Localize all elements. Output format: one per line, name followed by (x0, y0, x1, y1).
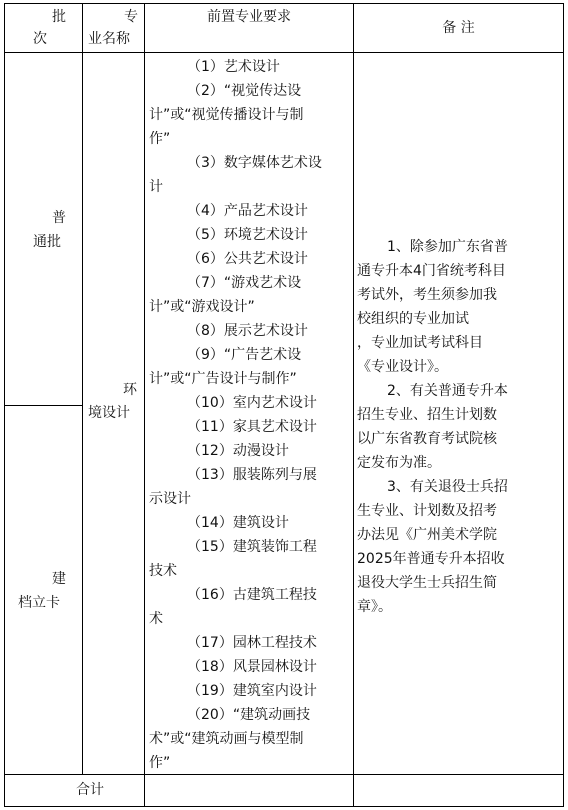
remark-line: 以广东省教育考试院核 (357, 431, 497, 447)
prereq-line: 示设计 (149, 491, 191, 507)
remark-line: 通专升本4门省统考科目 (357, 263, 506, 279)
remark-line: ，专业加试考试科目 (357, 335, 483, 351)
prereq-line: （7）“游戏艺术设 (187, 275, 302, 291)
remark-line: 校组织的专业加试 (357, 311, 469, 327)
col-divider-1 (82, 3, 83, 774)
prereq-line: （16）古建筑工程技 (187, 587, 317, 603)
prereq-line: （4）产品艺术设计 (187, 203, 308, 219)
remark-line: 《专业设计》。 (357, 359, 448, 375)
major-name-2: 境设计 (88, 405, 130, 421)
header-major-1: 专 (124, 9, 138, 25)
remark-line: 退役大学生士兵招生简 (357, 575, 497, 591)
remark-line: 2、有关普通专升本 (387, 383, 508, 399)
batch-divider (4, 405, 83, 406)
remark-line: 招生专业、招生计划数 (357, 407, 497, 423)
remark-line: 章》。 (357, 599, 392, 615)
prereq-list (149, 55, 349, 775)
total-label: 合计 (76, 782, 104, 798)
batch-regular-2: 通批 (33, 234, 61, 250)
prereq-line: （1）艺术设计 (187, 59, 280, 75)
prereq-line: （6）公共艺术设计 (187, 251, 308, 267)
prereq-line: 计”或“广告设计与制作” (149, 371, 297, 387)
col-divider-2 (144, 3, 145, 807)
prereq-line: （2）“视觉传达设 (187, 83, 302, 99)
remark-line: 办法见《广州美术学院 (357, 527, 497, 543)
prereq-line: （9）“广告艺术设 (187, 347, 302, 363)
header-major-2: 业名称 (88, 31, 130, 47)
prereq-line: 计 (149, 179, 163, 195)
remark-line: 3、有关退役士兵招 (387, 479, 508, 495)
batch-regular-1: 普 (52, 210, 66, 226)
header-prereq: 前置专业要求 (207, 9, 291, 25)
prereq-line: 技术 (149, 563, 177, 579)
prereq-line: 计”或“视觉传播设计与制 (149, 107, 304, 123)
prereq-line: （3）数字媒体艺术设 (187, 155, 322, 171)
prereq-line: 术”或“建筑动画与模型制 (149, 731, 304, 747)
prereq-line: （17）园林工程技术 (187, 635, 317, 651)
header-batch-1: 批 (52, 9, 66, 25)
prereq-line: （8）展示艺术设计 (187, 323, 308, 339)
prereq-line: （11）家具艺术设计 (187, 419, 317, 435)
prereq-line: （20）“建筑动画技 (187, 707, 311, 723)
header-remarks: 备 注 (442, 20, 475, 36)
prereq-line: （14）建筑设计 (187, 515, 289, 531)
border-right (563, 3, 564, 807)
prereq-line: （13）服装陈列与展 (187, 467, 317, 483)
col-divider-3 (353, 3, 354, 807)
prereq-line: 作” (149, 755, 171, 771)
remark-line: 2025年普通专升本招收 (357, 551, 505, 567)
batch-veteran-1: 建 (52, 571, 66, 587)
prereq-line: （12）动漫设计 (187, 443, 289, 459)
remarks-text (357, 235, 557, 619)
prereq-line: 术 (149, 611, 163, 627)
prereq-line: （15）建筑装饰工程 (187, 539, 317, 555)
remark-line: 定发布为准。 (357, 455, 441, 471)
prereq-line: 计”或“游戏设计” (149, 299, 255, 315)
border-top (4, 3, 564, 4)
header-batch-2: 次 (33, 31, 47, 47)
border-bottom (4, 806, 564, 807)
remark-line: 生专业、计划数及招考 (357, 503, 497, 519)
prereq-line: （10）室内艺术设计 (187, 395, 317, 411)
prereq-line: 作” (149, 131, 171, 147)
prereq-line: （18）风景园林设计 (187, 659, 317, 675)
prereq-line: （5）环境艺术设计 (187, 227, 308, 243)
header-divider (4, 52, 564, 53)
remark-line: 考试外，考生须参加我 (357, 287, 497, 303)
remark-line: 1、除参加广东省普 (387, 239, 508, 255)
batch-veteran-2: 档立卡 (18, 595, 60, 611)
prereq-line: （19）建筑室内设计 (187, 683, 317, 699)
major-name-1: 环 (123, 382, 137, 398)
